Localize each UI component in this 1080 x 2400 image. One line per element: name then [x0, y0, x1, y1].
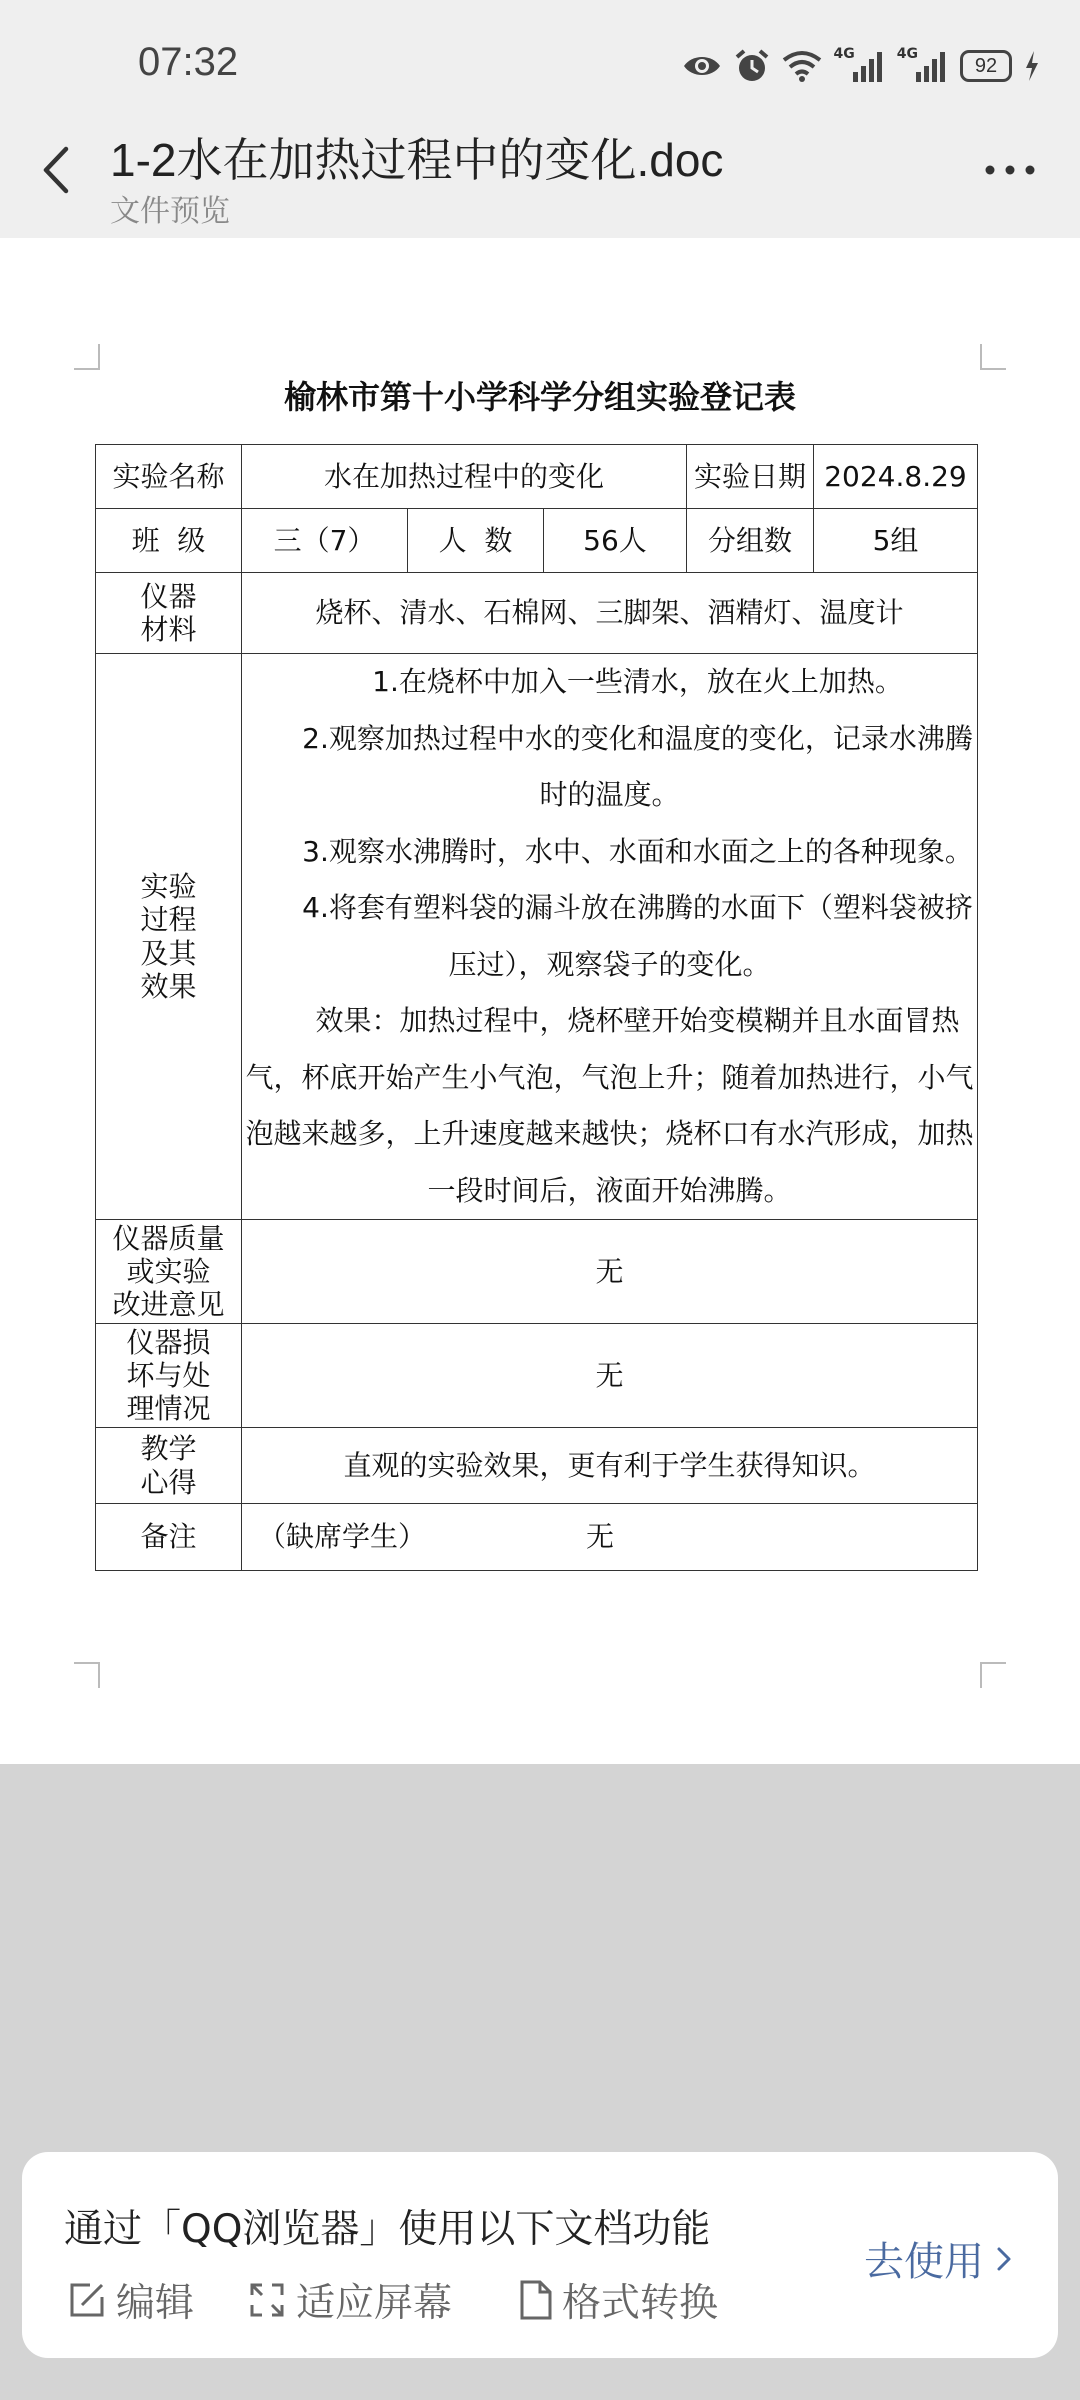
process-step: 1.在烧杯中加入一些清水，放在火上加热。	[372, 665, 903, 698]
more-dots-icon	[985, 165, 1035, 175]
cell-date-value: 2024.8.29	[814, 445, 978, 509]
remark-absent-value: 无	[586, 1520, 615, 1554]
cell-teaching-label: 教学 心得	[96, 1428, 242, 1504]
cell-class-value: 三（7）	[242, 509, 408, 573]
table-row	[96, 445, 978, 509]
more-button[interactable]	[980, 150, 1040, 190]
eye-icon	[682, 52, 722, 80]
signal-icon-2: 4G	[897, 50, 948, 82]
signal-icon-1: 4G	[834, 50, 885, 82]
cell-name-label: 实验名称	[96, 445, 242, 509]
file-subtitle: 文件预览	[110, 194, 230, 229]
promo-text: 通过「QQ浏览器」使用以下文档功能	[64, 2207, 711, 2252]
document-title: 榆林市第十小学科学分组实验登记表	[283, 378, 796, 416]
cell-name-value: 水在加热过程中的变化	[242, 445, 687, 509]
status-icons	[682, 44, 1040, 88]
format-convert-label: 格式转换	[562, 2281, 719, 2326]
page-corner-mark	[980, 344, 1006, 370]
fit-screen-label: 适应屏幕	[296, 2281, 453, 2326]
process-step: 2.观察加热过程中水的变化和温度的变化，记录水沸腾时的温度。	[302, 721, 973, 811]
status-time: 07:32	[138, 40, 239, 84]
chevron-right-icon	[996, 2246, 1012, 2272]
alarm-icon	[734, 48, 770, 84]
table-row	[96, 1428, 978, 1504]
edit-icon	[68, 2281, 106, 2319]
charging-icon	[1024, 51, 1040, 81]
process-effect: 效果：加热过程中，烧杯壁开始变模糊并且水面冒热气，杯底开始产生小气泡，气泡上升；随着加热进行，小气泡越来越多，上升速度越来越快；烧杯口有水汽形成，加热一段时间后，液面开始沸腾。	[245, 1004, 974, 1207]
registration-table	[95, 444, 978, 1571]
table-row	[96, 1504, 978, 1571]
qq-browser-promo-card[interactable]	[22, 2152, 1058, 2358]
cell-teaching-value: 直观的实验效果，更有利于学生获得知识。	[242, 1428, 978, 1504]
wifi-icon	[782, 50, 822, 82]
page-corner-mark	[74, 1662, 100, 1688]
use-now-label: 去使用	[864, 2239, 984, 2285]
top-bar	[0, 0, 1080, 238]
cell-count-label: 人 数	[408, 509, 544, 573]
file-title: 1-2水在加热过程中的变化.doc	[110, 134, 724, 186]
document-icon	[518, 2280, 552, 2320]
cell-count-value: 56人	[544, 509, 687, 573]
cell-damage-value: 无	[242, 1324, 978, 1428]
document-page[interactable]	[0, 238, 1080, 1764]
cell-remark-value	[242, 1504, 978, 1571]
table-row	[96, 509, 978, 573]
table-row	[96, 654, 978, 1220]
edit-label: 编辑	[116, 2281, 195, 2326]
cell-quality-label: 仪器质量 或实验 改进意见	[96, 1220, 242, 1324]
cell-process-content	[242, 654, 978, 1220]
cell-materials-label: 仪器 材料	[96, 573, 242, 654]
cell-groups-value: 5组	[814, 509, 978, 573]
back-button[interactable]	[30, 140, 80, 200]
fit-screen-icon	[248, 2281, 286, 2319]
fit-screen-feature[interactable]	[248, 2272, 452, 2328]
cell-process-label: 实验 过程 及其 效果	[96, 654, 242, 1220]
page-corner-mark	[74, 344, 100, 370]
table-row	[96, 1324, 978, 1428]
format-convert-feature[interactable]	[518, 2272, 718, 2328]
process-step: 3.观察水沸腾时，水中、水面和水面之上的各种现象。	[302, 834, 973, 868]
page-corner-mark	[980, 1662, 1006, 1688]
cell-damage-label: 仪器损 坏与处 理情况	[96, 1324, 242, 1428]
cell-class-label: 班 级	[96, 509, 242, 573]
cell-date-label: 实验日期	[687, 445, 814, 509]
battery-indicator: 92	[960, 50, 1012, 82]
cell-remark-label: 备注	[96, 1504, 242, 1571]
cell-quality-value: 无	[242, 1220, 978, 1324]
chevron-left-icon	[40, 145, 70, 195]
remark-absent-label: （缺席学生）	[258, 1520, 427, 1554]
edit-feature[interactable]	[68, 2272, 194, 2328]
cell-materials-value: 烧杯、清水、石棉网、三脚架、酒精灯、温度计	[242, 573, 978, 654]
use-now-button[interactable]	[864, 2230, 1012, 2287]
table-row	[96, 573, 978, 654]
table-row	[96, 1220, 978, 1324]
process-step: 4.将套有塑料袋的漏斗放在沸腾的水面下（塑料袋被挤压过），观察袋子的变化。	[302, 891, 973, 981]
cell-groups-label: 分组数	[687, 509, 814, 573]
